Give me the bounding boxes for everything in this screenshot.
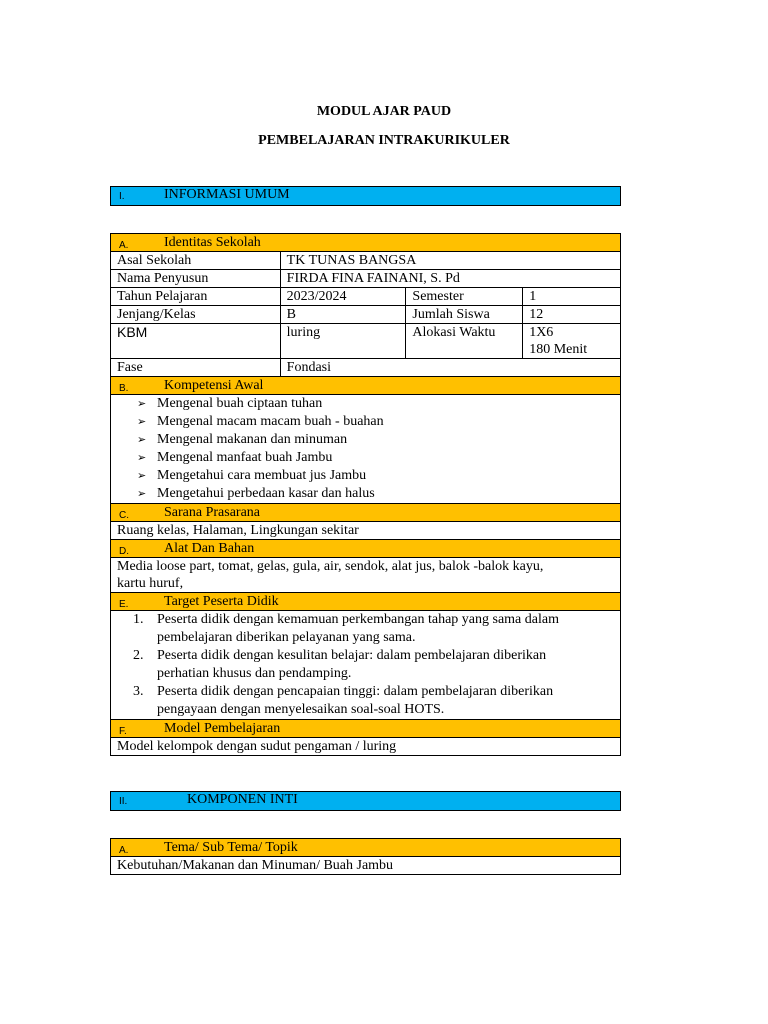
list-item-text: Mengenal manfaat buah Jambu (157, 450, 333, 465)
tema-label: Tema/ Sub Tema/ Topik (164, 840, 298, 855)
list-item (111, 611, 620, 647)
list-item (111, 413, 620, 431)
identitas-header (111, 234, 621, 252)
target-header (111, 593, 621, 611)
kompetensi-number: B. (119, 383, 129, 394)
jumlah-label: Jumlah Siswa (406, 306, 523, 324)
list-item-text: Mengenal buah ciptaan tuhan (157, 396, 323, 411)
asal-value: TK TUNAS BANGSA (280, 252, 620, 270)
sarana-number: C. (119, 510, 129, 521)
alokasi-value-1: 1X6 (529, 325, 554, 340)
list-item-text: Mengetahui perbedaan kasar dan halus (157, 486, 375, 501)
item-number: 1. (133, 612, 144, 627)
arrow-bullet-icon: ➢ (137, 451, 147, 464)
target-list-cell (111, 611, 621, 720)
asal-label: Asal Sekolah (111, 252, 281, 270)
penyusun-value: FIRDA FINA FAINANI, S. Pd (280, 270, 620, 288)
alat-line-1: Media loose part, tomat, gelas, gula, air, sendok, alat jus, balok -balok kayu, (117, 559, 544, 574)
model-header (111, 720, 621, 738)
arrow-bullet-icon: ➢ (137, 397, 147, 410)
section-informasi-umum (110, 186, 621, 206)
fase-label: Fase (111, 359, 281, 377)
list-item (111, 647, 620, 683)
alat-label: Alat Dan Bahan (164, 541, 255, 556)
sarana-label: Sarana Prasarana (164, 505, 261, 520)
section-number: II. (119, 796, 128, 807)
list-item (111, 431, 620, 449)
alat-header (111, 540, 621, 558)
target-number: E. (119, 599, 129, 610)
target-list (111, 611, 620, 719)
list-item (111, 467, 620, 485)
table-row (111, 252, 621, 270)
arrow-bullet-icon: ➢ (137, 469, 147, 482)
item-line-2: pengayaan dengan menyelesaikan soal-soal HOTS. (157, 702, 445, 717)
arrow-bullet-icon: ➢ (137, 487, 147, 500)
kbm-label (111, 324, 281, 359)
informasi-table (110, 233, 621, 756)
list-item-text: Mengenal macam macam buah - buahan (157, 414, 384, 429)
arrow-bullet-icon: ➢ (137, 433, 147, 446)
sarana-value: Ruang kelas, Halaman, Lingkungan sekitar (111, 522, 621, 540)
alat-number: D. (119, 546, 129, 557)
item-line-1: Peserta didik dengan pencapaian tinggi: dalam pembelajaran diberikan (157, 684, 554, 699)
komponen-table (110, 838, 621, 875)
kbm-label-text: KBM (117, 324, 148, 340)
kbm-value: luring (280, 324, 406, 359)
kompetensi-list (111, 395, 620, 503)
item-number: 3. (133, 684, 144, 699)
item-line-2: pembelajaran diberikan pelayanan yang sama. (157, 630, 416, 645)
section-number: I. (119, 191, 125, 202)
section-label: INFORMASI UMUM (164, 187, 290, 202)
jumlah-value: 12 (523, 306, 621, 324)
arrow-bullet-icon: ➢ (137, 415, 147, 428)
kompetensi-list-cell (111, 395, 621, 504)
target-label: Target Peserta Didik (164, 594, 279, 609)
semester-value: 1 (523, 288, 621, 306)
list-item-text: Mengetahui cara membuat jus Jambu (157, 468, 367, 483)
identitas-number: A. (119, 240, 129, 251)
penyusun-label: Nama Penyusun (111, 270, 281, 288)
identitas-label: Identitas Sekolah (164, 235, 261, 250)
item-line-1: Peserta didik dengan kemamuan perkembangan tahap yang sama dalam (157, 612, 559, 627)
kompetensi-header (111, 377, 621, 395)
jenjang-value: B (280, 306, 406, 324)
item-number: 2. (133, 648, 144, 663)
tahun-label: Tahun Pelajaran (111, 288, 281, 306)
model-label: Model Pembelajaran (164, 721, 281, 736)
kompetensi-label: Kompetensi Awal (164, 378, 264, 393)
table-row (111, 306, 621, 324)
list-item (111, 683, 620, 719)
section-label: KOMPONEN INTI (187, 792, 298, 807)
document-subtitle: PEMBELAJARAN INTRAKURIKULER (258, 133, 510, 148)
tema-value: Kebutuhan/Makanan dan Minuman/ Buah Jambu (111, 857, 621, 875)
item-line-1: Peserta didik dengan kesulitan belajar: dalam pembelajaran diberikan (157, 648, 547, 663)
jenjang-label: Jenjang/Kelas (111, 306, 281, 324)
tahun-value: 2023/2024 (280, 288, 406, 306)
section-komponen-inti (110, 791, 621, 811)
table-row (111, 324, 621, 359)
alokasi-value (523, 324, 621, 359)
alat-line-2: kartu huruf, (117, 576, 184, 591)
table-row (111, 359, 621, 377)
alat-value (111, 558, 621, 593)
model-value: Model kelompok dengan sudut pengaman / luring (111, 738, 621, 756)
table-row (111, 288, 621, 306)
table-row (111, 270, 621, 288)
alokasi-label: Alokasi Waktu (406, 324, 523, 359)
tema-number: A. (119, 845, 129, 856)
fase-value: Fondasi (280, 359, 620, 377)
alokasi-value-2: 180 Menit (529, 342, 588, 357)
list-item (111, 449, 620, 467)
list-item (111, 395, 620, 413)
tema-header (111, 839, 621, 857)
list-item-text: Mengenal makanan dan minuman (157, 432, 348, 447)
model-number: F. (119, 726, 127, 737)
item-line-2: perhatian khusus dan pendamping. (157, 666, 352, 681)
sarana-header (111, 504, 621, 522)
semester-label: Semester (406, 288, 523, 306)
list-item (111, 485, 620, 503)
document-title: MODUL AJAR PAUD (316, 104, 452, 119)
